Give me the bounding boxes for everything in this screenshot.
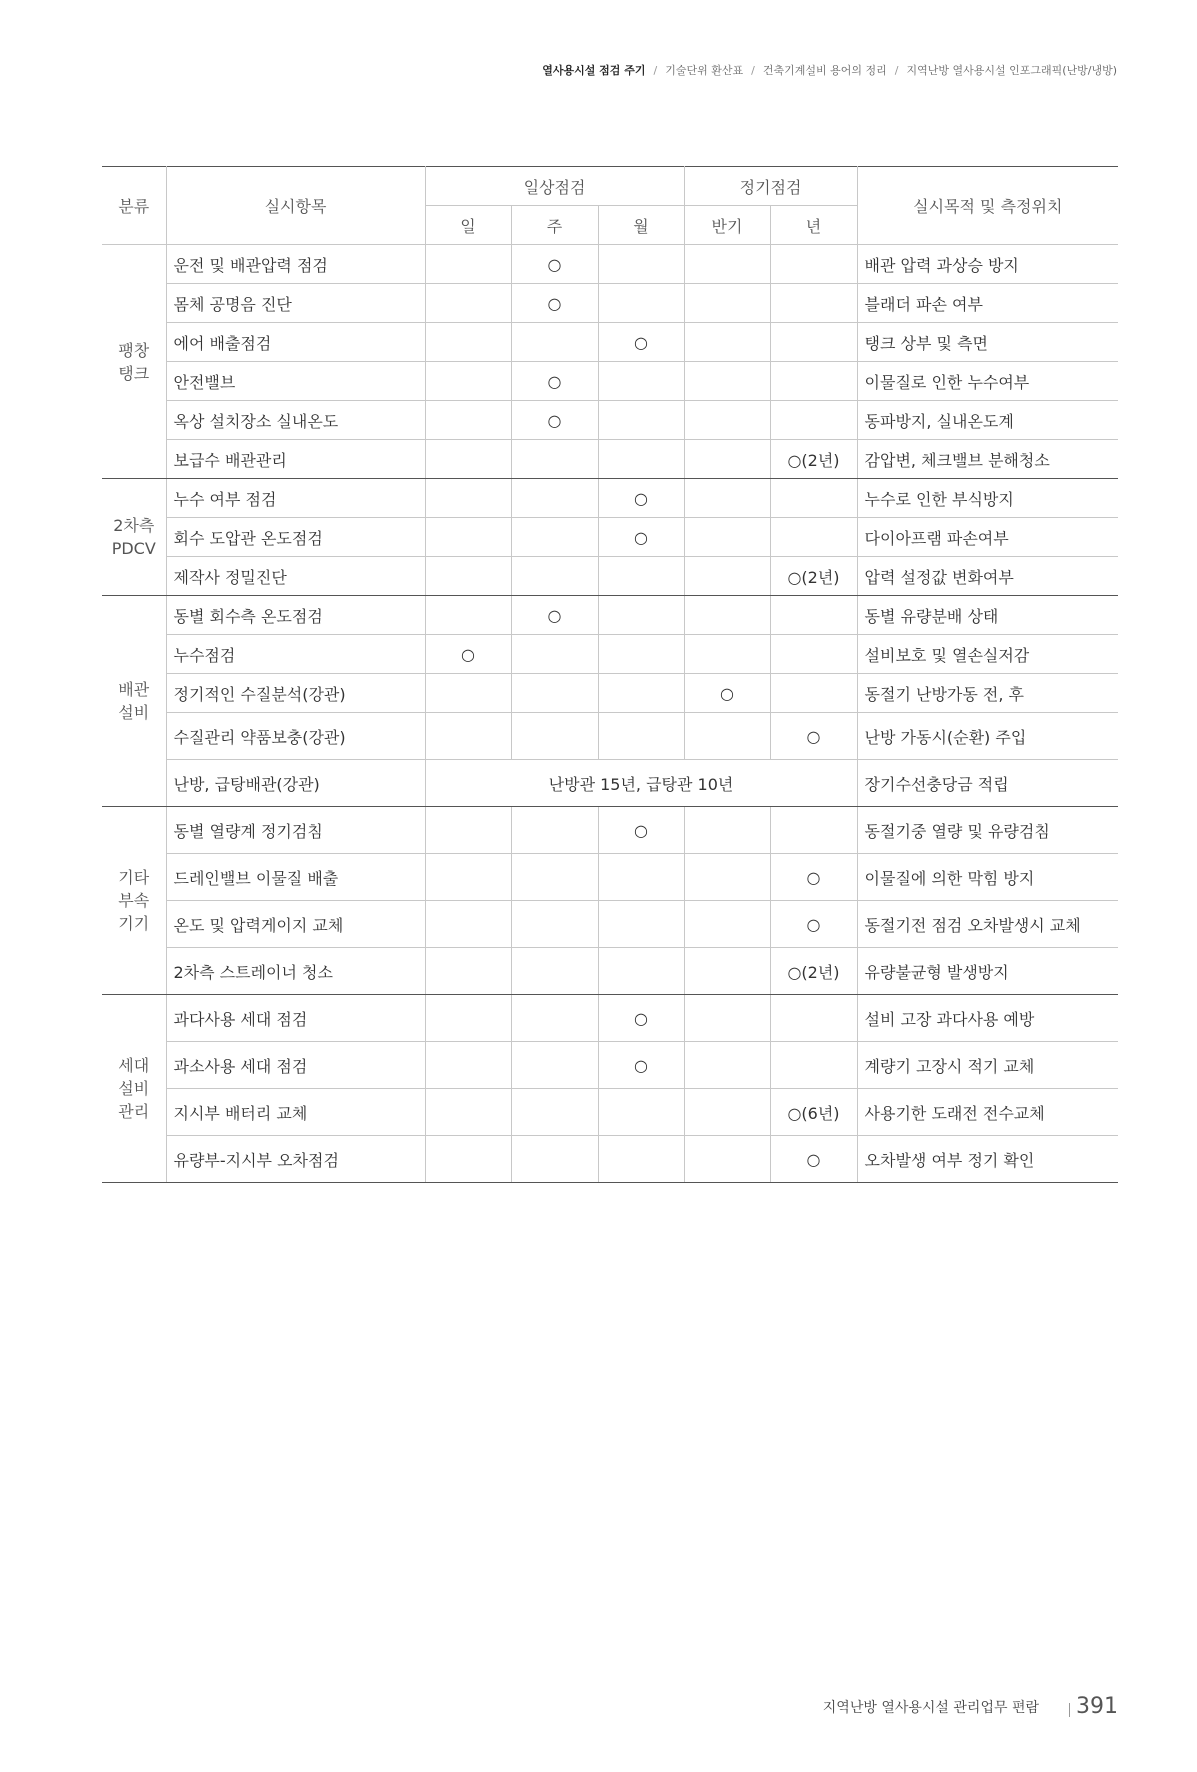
item-cell: 유량부-지시부 오차점검 xyxy=(166,1136,425,1183)
check-week-cell: ○ xyxy=(511,596,598,635)
check-day-cell xyxy=(425,518,511,557)
check-week-cell xyxy=(511,323,598,362)
purpose-cell: 동절기 난방가동 전, 후 xyxy=(857,674,1118,713)
check-year-cell: ○ xyxy=(770,854,857,901)
check-year-cell: ○(2년) xyxy=(770,948,857,995)
check-month-cell xyxy=(598,674,684,713)
purpose-cell: 동파방지, 실내온도계 xyxy=(857,401,1118,440)
check-half-cell xyxy=(684,362,770,401)
check-half-cell xyxy=(684,854,770,901)
check-day-cell xyxy=(425,674,511,713)
check-half-cell xyxy=(684,1042,770,1089)
breadcrumb-separator: / xyxy=(894,64,899,77)
category-cell xyxy=(102,245,166,479)
category-cell xyxy=(102,995,166,1183)
header-week: 주 xyxy=(511,206,598,245)
purpose-cell: 이물질로 인한 누수여부 xyxy=(857,362,1118,401)
purpose-cell: 동별 유량분배 상태 xyxy=(857,596,1118,635)
check-week-cell: ○ xyxy=(511,284,598,323)
header-day: 일 xyxy=(425,206,511,245)
item-cell: 난방, 급탕배관(강관) xyxy=(166,760,425,807)
breadcrumb-item[interactable]: 기술단위 환산표 xyxy=(665,64,744,77)
item-cell: 수질관리 약품보충(강관) xyxy=(166,713,425,760)
table-row xyxy=(102,901,1118,948)
table-row xyxy=(102,479,1118,518)
check-year-cell xyxy=(770,323,857,362)
item-cell: 회수 도압관 온도점검 xyxy=(166,518,425,557)
check-year-cell xyxy=(770,1042,857,1089)
purpose-cell: 동절기중 열량 및 유량검침 xyxy=(857,807,1118,854)
check-half-cell xyxy=(684,440,770,479)
check-day-cell xyxy=(425,479,511,518)
category-label: 배관 xyxy=(118,680,150,699)
purpose-cell: 블래더 파손 여부 xyxy=(857,284,1118,323)
check-year-cell xyxy=(770,674,857,713)
table-row xyxy=(102,854,1118,901)
table-row xyxy=(102,948,1118,995)
check-week-cell xyxy=(511,479,598,518)
check-year-cell xyxy=(770,284,857,323)
table-row xyxy=(102,995,1118,1042)
purpose-cell: 다이아프램 파손여부 xyxy=(857,518,1118,557)
category-label: 탱크 xyxy=(118,363,150,383)
breadcrumb-item[interactable]: 지역난방 열사용시설 인포그래픽(난방/냉방) xyxy=(906,64,1117,77)
purpose-cell: 탱크 상부 및 측면 xyxy=(857,323,1118,362)
check-year-cell: ○(2년) xyxy=(770,440,857,479)
check-month-cell xyxy=(598,1089,684,1136)
check-half-cell xyxy=(684,948,770,995)
check-half-cell xyxy=(684,1089,770,1136)
table-row xyxy=(102,362,1118,401)
check-week-cell: ○ xyxy=(511,401,598,440)
check-year-cell: ○ xyxy=(770,713,857,760)
check-day-cell xyxy=(425,323,511,362)
check-month-cell xyxy=(598,635,684,674)
item-cell: 과소사용 세대 점검 xyxy=(166,1042,425,1089)
check-day-cell xyxy=(425,1042,511,1089)
check-week-cell xyxy=(511,1042,598,1089)
breadcrumb-item[interactable]: 열사용시설 점검 주기 xyxy=(542,64,646,77)
purpose-cell: 동절기전 점검 오차발생시 교체 xyxy=(857,901,1118,948)
purpose-cell: 배관 압력 과상승 방지 xyxy=(857,245,1118,284)
breadcrumb-separator: / xyxy=(653,64,658,77)
check-week-cell xyxy=(511,901,598,948)
check-half-cell xyxy=(684,596,770,635)
check-day-cell xyxy=(425,1089,511,1136)
category-label: 관리 xyxy=(118,1102,150,1121)
check-month-cell: ○ xyxy=(598,1042,684,1089)
check-week-cell xyxy=(511,807,598,854)
check-week-cell xyxy=(511,948,598,995)
check-year-cell xyxy=(770,401,857,440)
check-half-cell: ○ xyxy=(684,674,770,713)
item-cell: 과다사용 세대 점검 xyxy=(166,995,425,1042)
purpose-cell: 설비보호 및 열손실저감 xyxy=(857,635,1118,674)
header-item: 실시항목 xyxy=(166,167,425,245)
check-month-cell xyxy=(598,245,684,284)
check-year-cell: ○ xyxy=(770,1136,857,1183)
check-week-cell xyxy=(511,1089,598,1136)
check-half-cell xyxy=(684,479,770,518)
check-half-cell xyxy=(684,713,770,760)
check-day-cell: ○ xyxy=(425,635,511,674)
check-day-cell xyxy=(425,245,511,284)
check-month-cell xyxy=(598,596,684,635)
table-row xyxy=(102,807,1118,854)
check-week-cell xyxy=(511,674,598,713)
check-month-cell xyxy=(598,401,684,440)
check-month-cell xyxy=(598,713,684,760)
category-cell xyxy=(102,596,166,807)
check-month-cell xyxy=(598,557,684,596)
inspection-schedule-table xyxy=(102,166,1118,1183)
table-row xyxy=(102,1089,1118,1136)
item-cell: 옥상 설치장소 실내온도 xyxy=(166,401,425,440)
check-year-cell: ○ xyxy=(770,901,857,948)
item-cell: 몸체 공명음 진단 xyxy=(166,284,425,323)
table-row xyxy=(102,401,1118,440)
check-day-cell xyxy=(425,901,511,948)
table-header xyxy=(102,167,1118,245)
check-month-cell xyxy=(598,901,684,948)
table-row xyxy=(102,1136,1118,1183)
check-month-cell: ○ xyxy=(598,518,684,557)
header-category: 분류 xyxy=(102,167,166,245)
purpose-cell: 누수로 인한 부식방지 xyxy=(857,479,1118,518)
table-row xyxy=(102,284,1118,323)
check-year-cell: ○(2년) xyxy=(770,557,857,596)
check-month-cell xyxy=(598,854,684,901)
check-day-cell xyxy=(425,948,511,995)
item-cell: 안전밸브 xyxy=(166,362,425,401)
check-week-cell xyxy=(511,713,598,760)
category-label: 기타 xyxy=(118,868,150,887)
check-month-cell xyxy=(598,362,684,401)
check-month-cell xyxy=(598,440,684,479)
check-day-cell xyxy=(425,995,511,1042)
check-year-cell xyxy=(770,635,857,674)
check-week-cell xyxy=(511,635,598,674)
check-day-cell xyxy=(425,557,511,596)
purpose-cell: 장기수선충당금 적립 xyxy=(857,760,1118,807)
item-cell: 2차측 스트레이너 청소 xyxy=(166,948,425,995)
purpose-cell: 난방 가동시(순환) 주입 xyxy=(857,713,1118,760)
table-row xyxy=(102,760,1118,807)
header-purpose: 실시목적 및 측정위치 xyxy=(857,167,1118,245)
purpose-cell: 설비 고장 과다사용 예방 xyxy=(857,995,1118,1042)
check-week-cell xyxy=(511,854,598,901)
purpose-cell: 사용기한 도래전 전수교체 xyxy=(857,1089,1118,1136)
item-cell: 누수 여부 점검 xyxy=(166,479,425,518)
category-label: 설비 xyxy=(118,1079,150,1098)
item-cell: 드레인밸브 이물질 배출 xyxy=(166,854,425,901)
header-periodic-inspection: 정기점검 xyxy=(684,167,857,206)
purpose-cell: 압력 설정값 변화여부 xyxy=(857,557,1118,596)
item-cell: 동별 회수측 온도점검 xyxy=(166,596,425,635)
item-cell: 누수점검 xyxy=(166,635,425,674)
check-year-cell xyxy=(770,245,857,284)
table-row xyxy=(102,518,1118,557)
header-half-year: 반기 xyxy=(684,206,770,245)
check-month-cell: ○ xyxy=(598,995,684,1042)
replacement-cycle-note: 난방관 15년, 급탕관 10년 xyxy=(425,760,857,807)
check-day-cell xyxy=(425,596,511,635)
check-half-cell xyxy=(684,901,770,948)
check-month-cell xyxy=(598,284,684,323)
table-body xyxy=(102,245,1118,1183)
item-cell: 정기적인 수질분석(강관) xyxy=(166,674,425,713)
check-day-cell xyxy=(425,1136,511,1183)
item-cell: 제작사 정밀진단 xyxy=(166,557,425,596)
category-cell xyxy=(102,807,166,995)
check-half-cell xyxy=(684,323,770,362)
category-label: 2차측 xyxy=(113,516,155,535)
check-half-cell xyxy=(684,807,770,854)
header-daily-inspection: 일상점검 xyxy=(425,167,684,206)
breadcrumb-separator: / xyxy=(751,64,755,77)
page-footer xyxy=(823,1694,1118,1719)
check-day-cell xyxy=(425,401,511,440)
check-day-cell xyxy=(425,713,511,760)
table-row xyxy=(102,323,1118,362)
category-label: 부속 xyxy=(118,891,150,910)
category-label: 설비 xyxy=(118,703,150,722)
check-year-cell xyxy=(770,807,857,854)
check-day-cell xyxy=(425,807,511,854)
check-week-cell xyxy=(511,995,598,1042)
footer-title: 지역난방 열사용시설 관리업무 편람 xyxy=(822,1699,1039,1716)
table-row xyxy=(102,596,1118,635)
header-year: 년 xyxy=(770,206,857,245)
category-label: PDCV xyxy=(111,539,156,558)
purpose-cell: 감압변, 체크밸브 분해청소 xyxy=(857,440,1118,479)
check-day-cell xyxy=(425,284,511,323)
item-cell: 운전 및 배관압력 점검 xyxy=(166,245,425,284)
item-cell: 에어 배출점검 xyxy=(166,323,425,362)
page-number: 391 xyxy=(1076,1694,1118,1719)
check-year-cell xyxy=(770,362,857,401)
table-row xyxy=(102,635,1118,674)
check-month-cell xyxy=(598,948,684,995)
purpose-cell: 유량불균형 발생방지 xyxy=(857,948,1118,995)
table-row xyxy=(102,440,1118,479)
check-day-cell xyxy=(425,440,511,479)
check-week-cell xyxy=(511,440,598,479)
purpose-cell: 계량기 고장시 적기 교체 xyxy=(857,1042,1118,1089)
check-month-cell: ○ xyxy=(598,479,684,518)
table-row xyxy=(102,557,1118,596)
purpose-cell: 오차발생 여부 정기 확인 xyxy=(857,1136,1118,1183)
check-half-cell xyxy=(684,635,770,674)
check-day-cell xyxy=(425,854,511,901)
check-year-cell xyxy=(770,479,857,518)
check-year-cell: ○(6년) xyxy=(770,1089,857,1136)
table-row xyxy=(102,674,1118,713)
check-day-cell xyxy=(425,362,511,401)
table-row xyxy=(102,245,1118,284)
category-cell xyxy=(102,479,166,596)
check-month-cell xyxy=(598,1136,684,1183)
category-label: 팽창 xyxy=(118,340,150,360)
check-year-cell xyxy=(770,596,857,635)
footer-divider xyxy=(1069,1703,1070,1717)
table-row xyxy=(102,1042,1118,1089)
check-week-cell: ○ xyxy=(511,362,598,401)
check-half-cell xyxy=(684,245,770,284)
breadcrumb-item[interactable]: 건축기계설비 용어의 정리 xyxy=(762,64,887,77)
check-week-cell xyxy=(511,1136,598,1183)
check-month-cell: ○ xyxy=(598,807,684,854)
check-week-cell xyxy=(511,518,598,557)
check-week-cell xyxy=(511,557,598,596)
check-half-cell xyxy=(684,557,770,596)
check-half-cell xyxy=(684,995,770,1042)
item-cell: 보급수 배관관리 xyxy=(166,440,425,479)
header-month: 월 xyxy=(598,206,684,245)
check-month-cell: ○ xyxy=(598,323,684,362)
purpose-cell: 이물질에 의한 막힘 방지 xyxy=(857,854,1118,901)
check-year-cell xyxy=(770,995,857,1042)
check-half-cell xyxy=(684,401,770,440)
item-cell: 동별 열량계 정기검침 xyxy=(166,807,425,854)
category-label: 세대 xyxy=(118,1056,150,1075)
check-half-cell xyxy=(684,1136,770,1183)
breadcrumb xyxy=(542,62,1117,78)
table-row xyxy=(102,713,1118,760)
check-half-cell xyxy=(684,518,770,557)
item-cell: 온도 및 압력게이지 교체 xyxy=(166,901,425,948)
check-week-cell: ○ xyxy=(511,245,598,284)
category-label: 기기 xyxy=(118,914,150,933)
check-year-cell xyxy=(770,518,857,557)
item-cell: 지시부 배터리 교체 xyxy=(166,1089,425,1136)
check-half-cell xyxy=(684,284,770,323)
